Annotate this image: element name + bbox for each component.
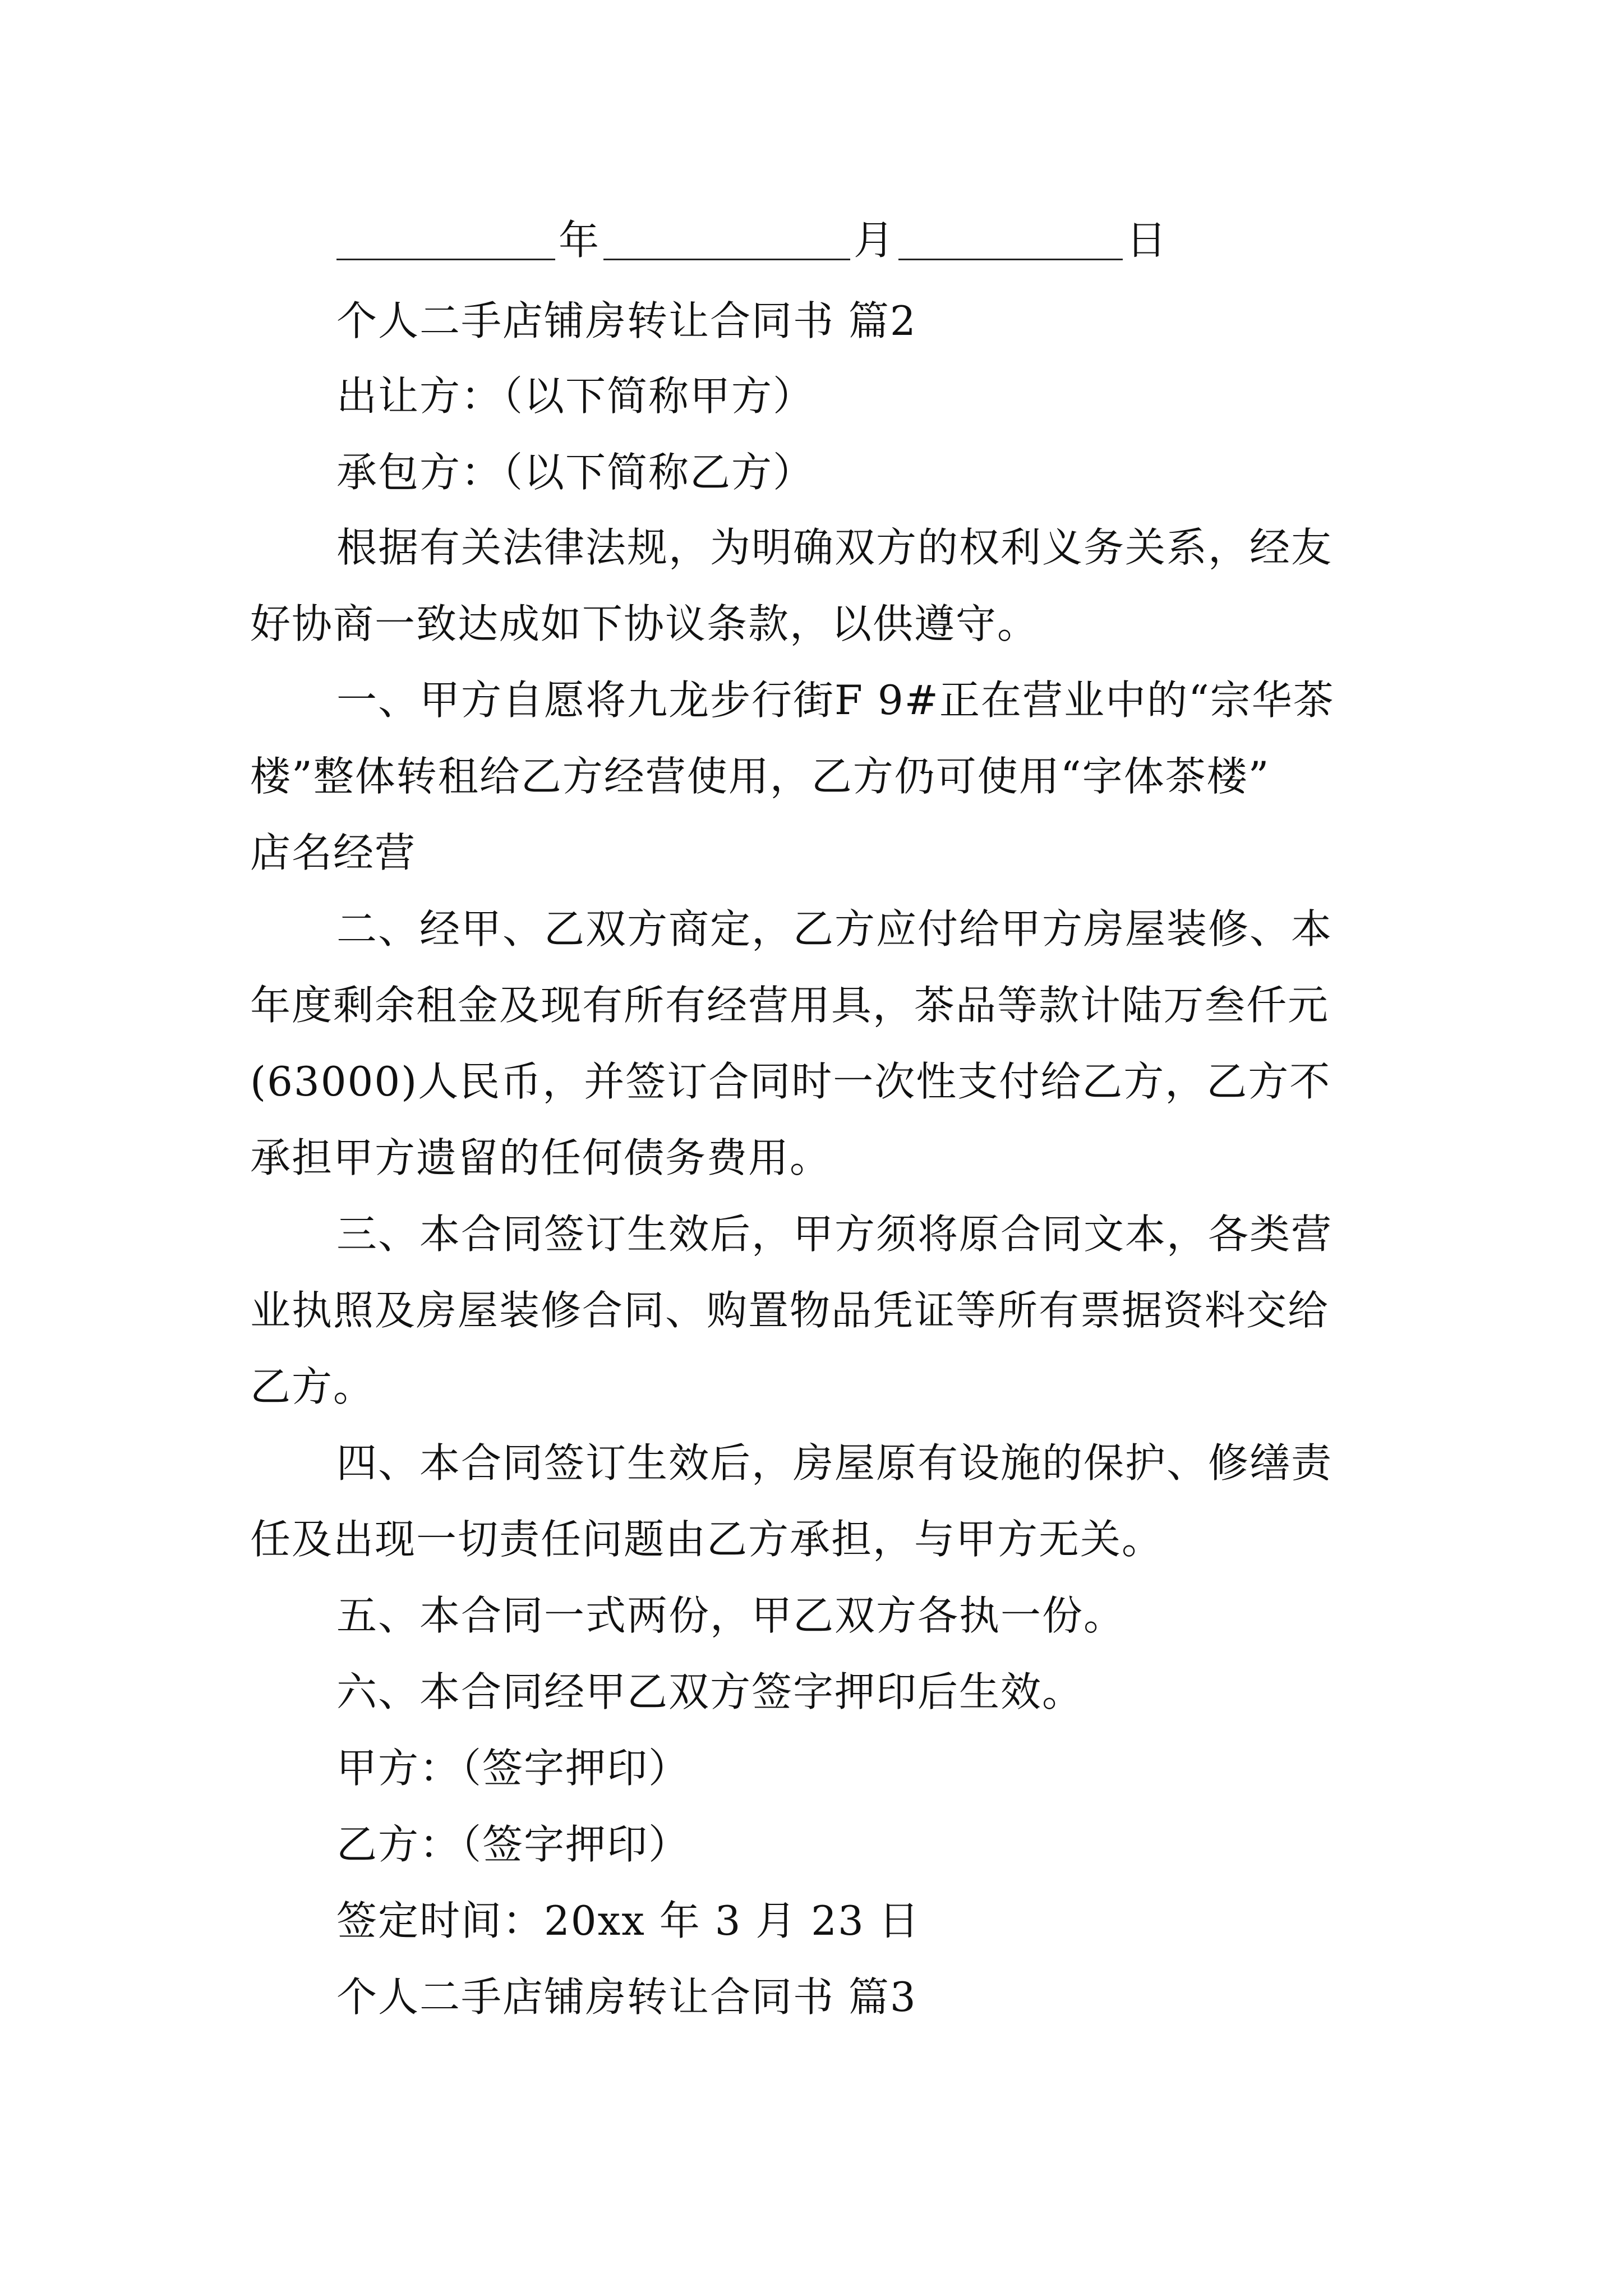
year-label: 年 [559,217,601,264]
section3-title: 个人二手店铺房转让合同书 篇3 [336,1973,917,2021]
clause2-line: 承担甲方遗留的任何债务费用。 [250,1134,832,1181]
clause2-line: 二、经甲、乙双方商定，乙方应付给甲方房屋装修、本 [336,905,1333,953]
clause1-line: 楼”整体转租给乙方经营使用，乙方仍可使用“字体茶楼” [250,753,1270,800]
clause2-line: 年度剩余租金及现有所有经营用具，茶品等款计陆万叁仟元 [250,982,1330,1029]
signature-party-a: 甲方：（签字押印） [336,1745,690,1792]
day-blank[interactable] [898,220,1123,260]
section2-title: 个人二手店铺房转让合同书 篇2 [336,297,917,344]
month-blank[interactable] [603,220,850,260]
party-a-line: 出让方：（以下简称甲方） [336,372,815,420]
signature-party-b: 乙方：（签字押印） [336,1821,690,1868]
signing-date: 签定时间：20xx 年 3 月 23 日 [336,1897,920,1944]
intro-line: 好协商一致达成如下协议条款，以供遵守。 [250,600,1039,647]
clause3-line: 乙方。 [250,1363,375,1410]
month-label: 月 [854,217,896,264]
clause1-line: 一、甲方自愿将九龙步行街F 9#正在营业中的“宗华茶 [336,677,1335,724]
year-blank[interactable] [336,220,555,260]
clause4-line: 任及出现一切责任问题由乙方承担，与甲方无关。 [250,1516,1164,1563]
date-header [336,217,1171,264]
clause4-line: 四、本合同签订生效后，房屋原有设施的保护、修缮责 [336,1439,1333,1487]
clause2-line: (63000)人民币，并签订合同时一次性支付给乙方，乙方不 [250,1058,1331,1105]
party-b-line: 承包方：（以下简称乙方） [336,449,815,496]
clause3-line: 三、本合同签订生效后，甲方须将原合同文本，各类营 [336,1211,1333,1258]
clause5: 五、本合同一式两份，甲乙双方各执一份。 [336,1592,1126,1639]
day-label: 日 [1126,217,1168,264]
clause1-line: 店名经营 [250,829,417,876]
clause3-line: 业执照及房屋装修合同、购置物品凭证等所有票据资料交给 [250,1287,1330,1334]
clause6: 六、本合同经甲乙双方签字押印后生效。 [336,1668,1084,1715]
intro-line: 根据有关法律法规，为明确双方的权利义务关系，经友 [336,524,1333,571]
